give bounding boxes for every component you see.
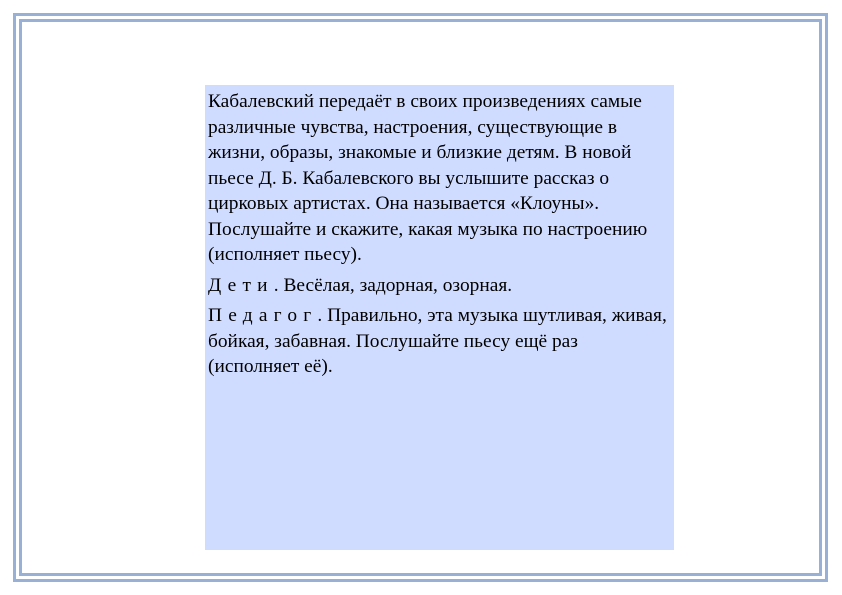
speaker-children: Дети xyxy=(208,274,274,296)
speaker-teacher: Педагог xyxy=(208,305,318,326)
teacher-reply-text: . Правильно, эта музыка шутливая, живая, бойкая, забавная. Послушайте пьесу ещё раз (исполняет её). xyxy=(208,305,667,377)
paragraph-intro xyxy=(208,89,671,268)
paragraph-teacher-reply xyxy=(208,303,671,380)
paragraph-intro-text: Кабалевский передаёт в своих произведениях самые различные чувства, настроения, существующие в жизни, образы, знакомые и близкие детям. В новой пьесе Д. Б. Кабалевского вы услышите рассказ о цирковых артистах. Она называется «Клоуны». Послушайте и скажите, какая музыка по настроению (исполняет пьесу). xyxy=(208,91,648,265)
text-box xyxy=(205,85,674,550)
paragraph-children-reply xyxy=(208,273,671,299)
children-reply-text: . Весёлая, задорная, озорная. xyxy=(273,274,513,296)
